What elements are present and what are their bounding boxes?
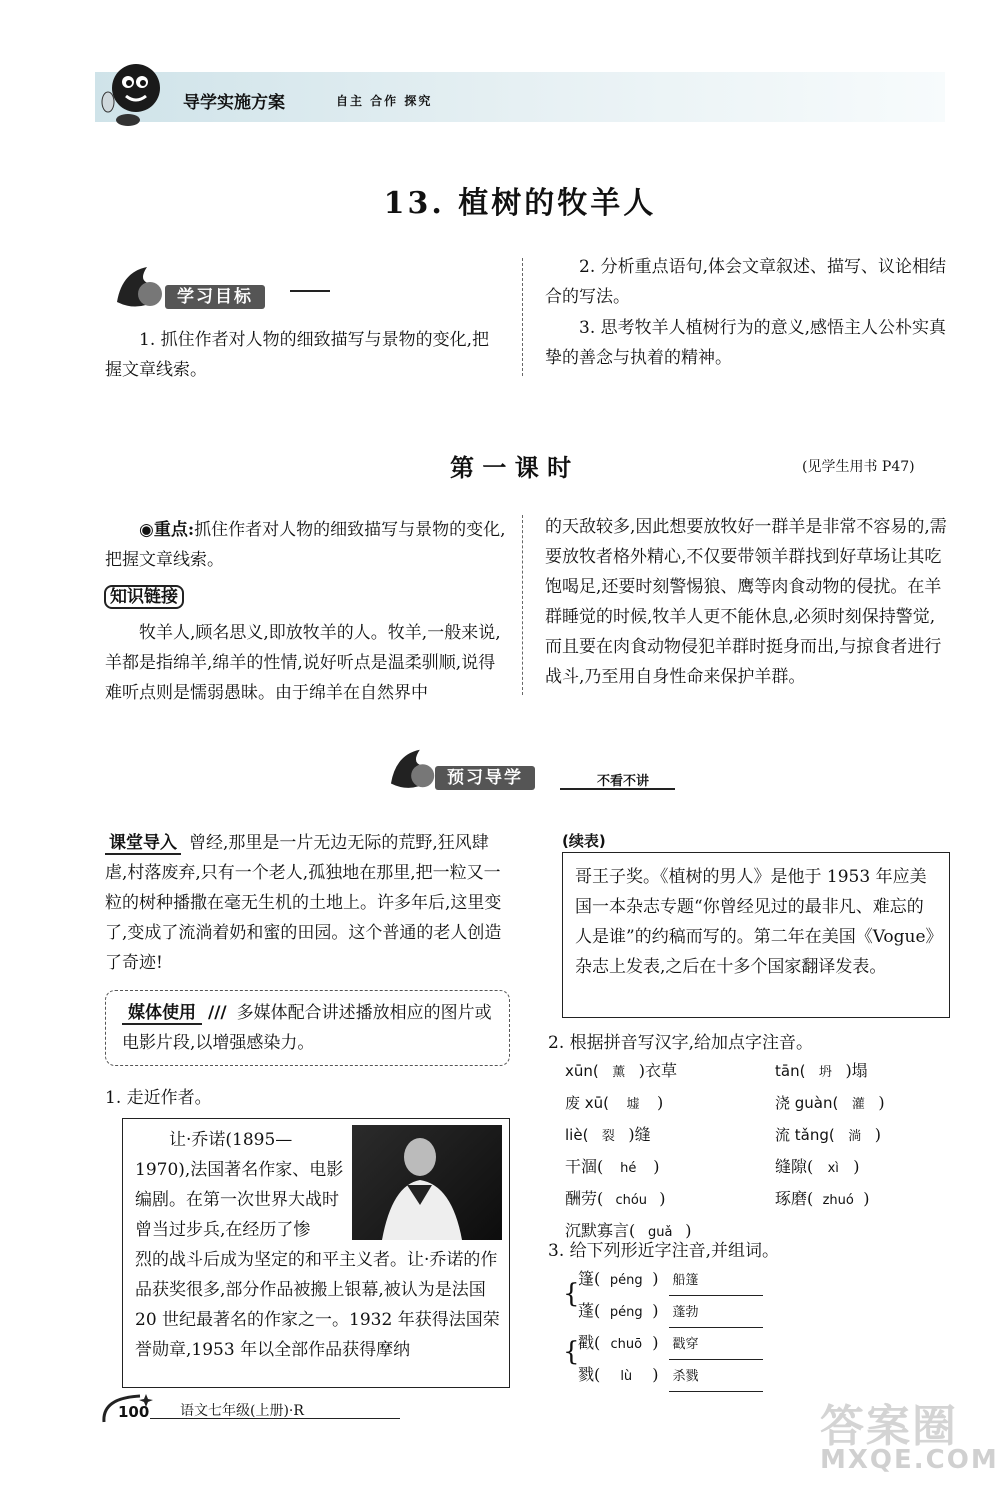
q2-grid bbox=[565, 1058, 945, 1246]
knowledge-link-tag: 知识链接 bbox=[104, 582, 184, 607]
q2-item: 干涸( hé ) bbox=[565, 1157, 660, 1176]
knowledge-text-right: 的天敌较多,因此想要放牧好一群羊是非常不容易的,需要放牧者格外精心,不仅要带领羊群找到好草场让其吃饱喝足,还要时刻警惕狼、鹰等肉食动物的侵扰。在羊群睡觉的时候,牧羊人更不能休息,必须时刻保持警觉,而且要在肉食动物侵犯羊群时挺身而出,与掠食者进行战斗,乃至用自身性命来保护羊群。 bbox=[545, 517, 947, 687]
q2-item: 废 xū( 墟 ) bbox=[565, 1093, 664, 1112]
media-text: 多媒体配合讲述播放相应的图片或电影片段,以增强感染力。 bbox=[122, 1003, 492, 1053]
header-subtitle: 自主 合作 探究 bbox=[336, 94, 433, 108]
slash-icon: /// bbox=[208, 1003, 227, 1023]
key-point-text: 抓住作者对人物的细致描写与景物的变化,把握文章线索。 bbox=[105, 520, 506, 570]
q2-item: xūn( 薰 )衣草 bbox=[565, 1061, 677, 1080]
footer-rule bbox=[150, 1418, 400, 1419]
period-ref: (见学生用书 P47) bbox=[802, 459, 915, 475]
continued-text: 哥王子奖。《植树的男人》是他于 1953 年应美国一本杂志专题“你曾经见过的最非凡、难忘的人是谁”的约稿而写的。第二年在美国《Vogue》杂志上发表,之后在十多个国家翻译发表。 bbox=[575, 867, 935, 977]
q2-item: 酬劳( chóu ) bbox=[565, 1189, 666, 1208]
objectives-banner: 学习目标 bbox=[165, 282, 265, 307]
q2-item: liè( 裂 )缝 bbox=[565, 1125, 651, 1144]
intro bbox=[105, 828, 510, 978]
brace-icon-2: { bbox=[563, 1337, 580, 1367]
lesson-title: 13. 植树的牧羊人 bbox=[383, 186, 657, 221]
banner-rule bbox=[290, 290, 330, 292]
author-photo bbox=[352, 1125, 502, 1240]
period-title: 第 一 课 时 bbox=[450, 453, 572, 482]
objective-2: 2. 分析重点语句,体会文章叙述、描写、议论相结合的写法。 bbox=[545, 257, 947, 307]
q2-item: 琢磨( zhuó ) bbox=[775, 1189, 870, 1208]
key-point-label: ◉重点: bbox=[139, 520, 195, 540]
intro-text: 曾经,那里是一片无边无际的荒野,狂风肆虐,村落废弃,只有一个老人,孤独地在那里,把一粒又一粒的树种播撒在毫无生机的土地上。许多年后,这里变了,变成了流淌着奶和蜜的田园。这个普通的老人创造了奇迹! bbox=[105, 833, 502, 973]
q3-heading: 3. 给下列形近字注音,并组词。 bbox=[548, 1241, 780, 1261]
watermark-url: MXQE.COM bbox=[820, 1445, 999, 1475]
book-title: 语文七年级(上册)·R bbox=[180, 1403, 304, 1419]
q3-item: 戮( lù ) 杀戮 bbox=[578, 1360, 778, 1392]
intro-tag: 课堂导入 bbox=[105, 833, 181, 855]
q2-item: tān( 坍 )塌 bbox=[775, 1061, 868, 1080]
flame-icon bbox=[112, 262, 172, 314]
media bbox=[122, 998, 502, 1058]
mascot-icon bbox=[98, 58, 170, 130]
watermark-logo: 答案圈 bbox=[820, 1401, 958, 1452]
media-tag: 媒体使用 bbox=[122, 1003, 202, 1025]
q3-item: 戳( chuō ) 戳穿 bbox=[578, 1328, 778, 1360]
author-text-b: 烈的战斗后成为坚定的和平主义者。让·乔诺的作品获奖很多,部分作品被搬上银幕,被认为是法国 20 世纪最著名的作家之一。1932 年获得法国荣誉勋章,1953 年以全部作品获得摩纳 bbox=[135, 1250, 500, 1360]
q3-item: 篷( péng ) 船篷 bbox=[578, 1264, 778, 1296]
brace-icon: { bbox=[563, 1279, 580, 1309]
portrait-icon bbox=[352, 1125, 502, 1240]
q2-item: 缝隙( xì ) bbox=[775, 1157, 860, 1176]
q2-item: 流 tǎng( 淌 ) bbox=[775, 1125, 881, 1144]
continued-label: (续表) bbox=[562, 832, 606, 850]
preview-banner: 预习导学 bbox=[435, 763, 535, 788]
column-divider-2 bbox=[522, 515, 523, 695]
objective-1: 1. 抓住作者对人物的细致描写与景物的变化,把握文章线索。 bbox=[105, 330, 490, 380]
preview-note: 不看不讲 bbox=[597, 774, 650, 789]
objective-3: 3. 思考牧羊人植树行为的意义,感悟主人公朴实真挚的善念与执着的精神。 bbox=[545, 318, 947, 368]
preview-rule bbox=[560, 788, 675, 790]
q3-list bbox=[578, 1264, 778, 1392]
q2-item: 沉默寡言( guǎ ) bbox=[565, 1221, 692, 1240]
page-number: 100 bbox=[118, 1403, 150, 1421]
q2-heading: 2. 根据拼音写汉字,给加点字注音。 bbox=[548, 1033, 814, 1053]
header-title: 导学实施方案 bbox=[183, 93, 285, 113]
author-text-a: 让·乔诺(1895—1970),法国著名作家、电影编剧。在第一次世界大战时曾当过步兵,在经历了惨 bbox=[135, 1130, 344, 1240]
column-divider bbox=[522, 258, 523, 376]
key-point bbox=[105, 515, 510, 575]
q3-item: 蓬( péng ) 蓬勃 bbox=[578, 1296, 778, 1328]
q2-item: 浇 guàn( 灌 ) bbox=[775, 1093, 885, 1112]
author-heading: 1. 走近作者。 bbox=[105, 1088, 212, 1108]
knowledge-text-left: 牧羊人,顾名思义,即放牧羊的人。牧羊,一般来说,羊都是指绵羊,绵羊的性情,说好听点是温柔驯顺,说得难听点则是懦弱愚昧。由于绵羊在自然界中 bbox=[105, 623, 501, 703]
